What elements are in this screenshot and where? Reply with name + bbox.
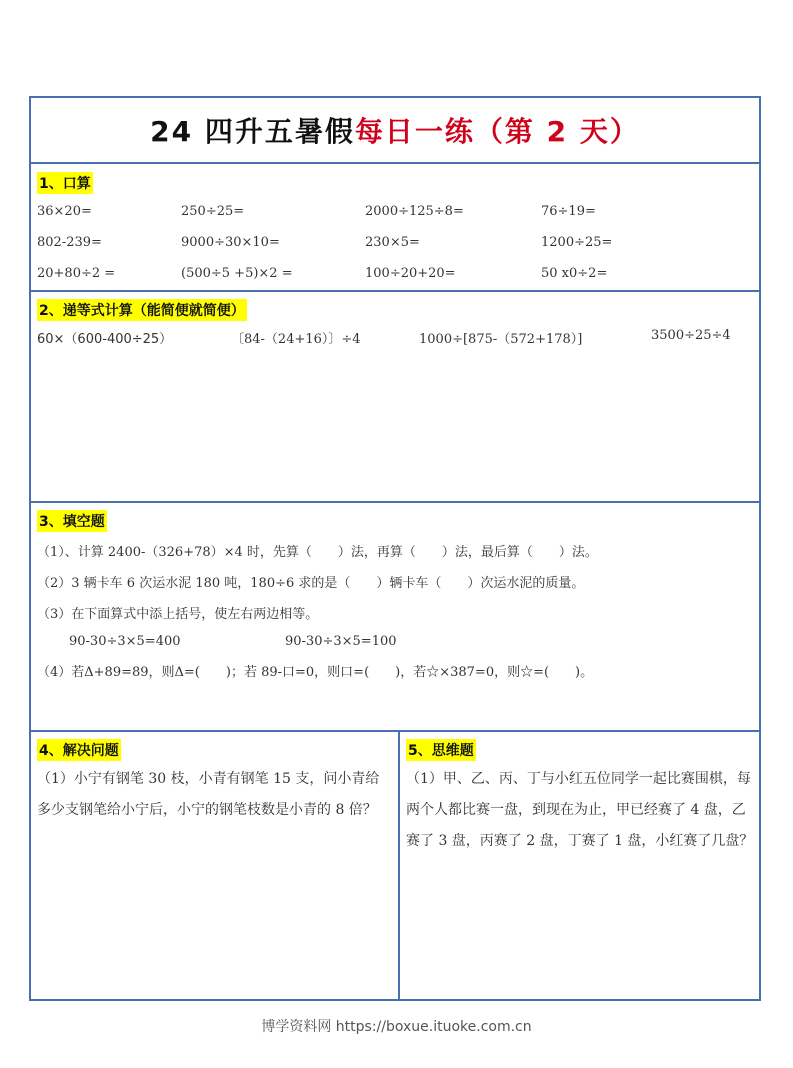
problem: 1000÷[875-（572+178）] — [419, 332, 583, 347]
problem: 〔84-（24+16）〕÷4 — [231, 332, 361, 347]
worksheet — [29, 96, 761, 1001]
problem: 802-239= — [37, 235, 102, 250]
section-fill-blank — [31, 503, 759, 732]
equation: 90-30÷3×5=100 — [285, 634, 397, 649]
section-heading: 5、思维题 — [406, 739, 476, 761]
section-step-calc — [31, 292, 759, 503]
problem: 1200÷25= — [541, 235, 613, 250]
question-line: （3）在下面算式中添上括号，使左右两边相等。 — [37, 607, 319, 622]
section-heading: 3、填空题 — [37, 510, 107, 532]
problem: 76÷19= — [541, 204, 596, 219]
problem: 2000÷125÷8= — [365, 204, 464, 219]
problem: 100÷20+20= — [365, 266, 456, 281]
section-oral-calc — [31, 164, 759, 292]
section-bottom — [31, 732, 759, 1001]
question-line: （4）若Δ+89=89，则Δ=( )；若 89-口=0，则口=( )，若☆×387=0，则☆=( )。 — [37, 665, 594, 680]
question-line: （2）3 辆卡车 6 次运水泥 180 吨，180÷6 求的是（ ）辆卡车（ ）次运水泥的质量。 — [37, 576, 585, 591]
section-heading: 1、口算 — [37, 172, 93, 194]
problem: 50 x0÷2= — [541, 266, 608, 281]
problem: 36×20= — [37, 204, 92, 219]
problem: 230×5= — [365, 235, 420, 250]
page-title — [150, 110, 640, 150]
problem: 60×（600-400÷25） — [37, 332, 173, 347]
title-row — [31, 98, 759, 164]
problem: 250÷25= — [181, 204, 245, 219]
section-heading: 2、递等式计算（能简便就简便） — [37, 299, 247, 321]
section-heading: 4、解决问题 — [37, 739, 121, 761]
problem: (500÷5 +5)×2 = — [181, 266, 293, 281]
footer-watermark: 博学资料网 https://boxue.ituoke.com.cn — [261, 1019, 532, 1035]
column-divider — [398, 732, 400, 1001]
problem-text: （1）甲、乙、丙、丁与小红五位同学一起比赛围棋，每两个人都比赛一盘，到现在为止，甲已经赛了 4 盘，乙赛了 3 盘，丙赛了 2 盘，丁赛了 1 盘，小红赛了几盘？ — [406, 771, 754, 849]
problem: 9000÷30×10= — [181, 235, 280, 250]
title-part-black: 24 四升五暑假 — [150, 115, 355, 148]
problem-text: （1）小宁有钢笔 30 枝，小青有钢笔 15 支，问小青给多少支钢笔给小宁后，小宁的钢笔枝数是小青的 8 倍？ — [37, 771, 380, 818]
problem: 3500÷25÷4 — [651, 328, 731, 343]
title-part-red: 每日一练（第 2 天） — [354, 115, 640, 148]
question-line: （1）、计算 2400-（326+78）×4 时，先算（ ）法，再算（ ）法，最后算（ ）法。 — [37, 545, 598, 560]
problem: 20+80÷2 = — [37, 266, 116, 281]
equation: 90-30÷3×5=400 — [69, 634, 181, 649]
